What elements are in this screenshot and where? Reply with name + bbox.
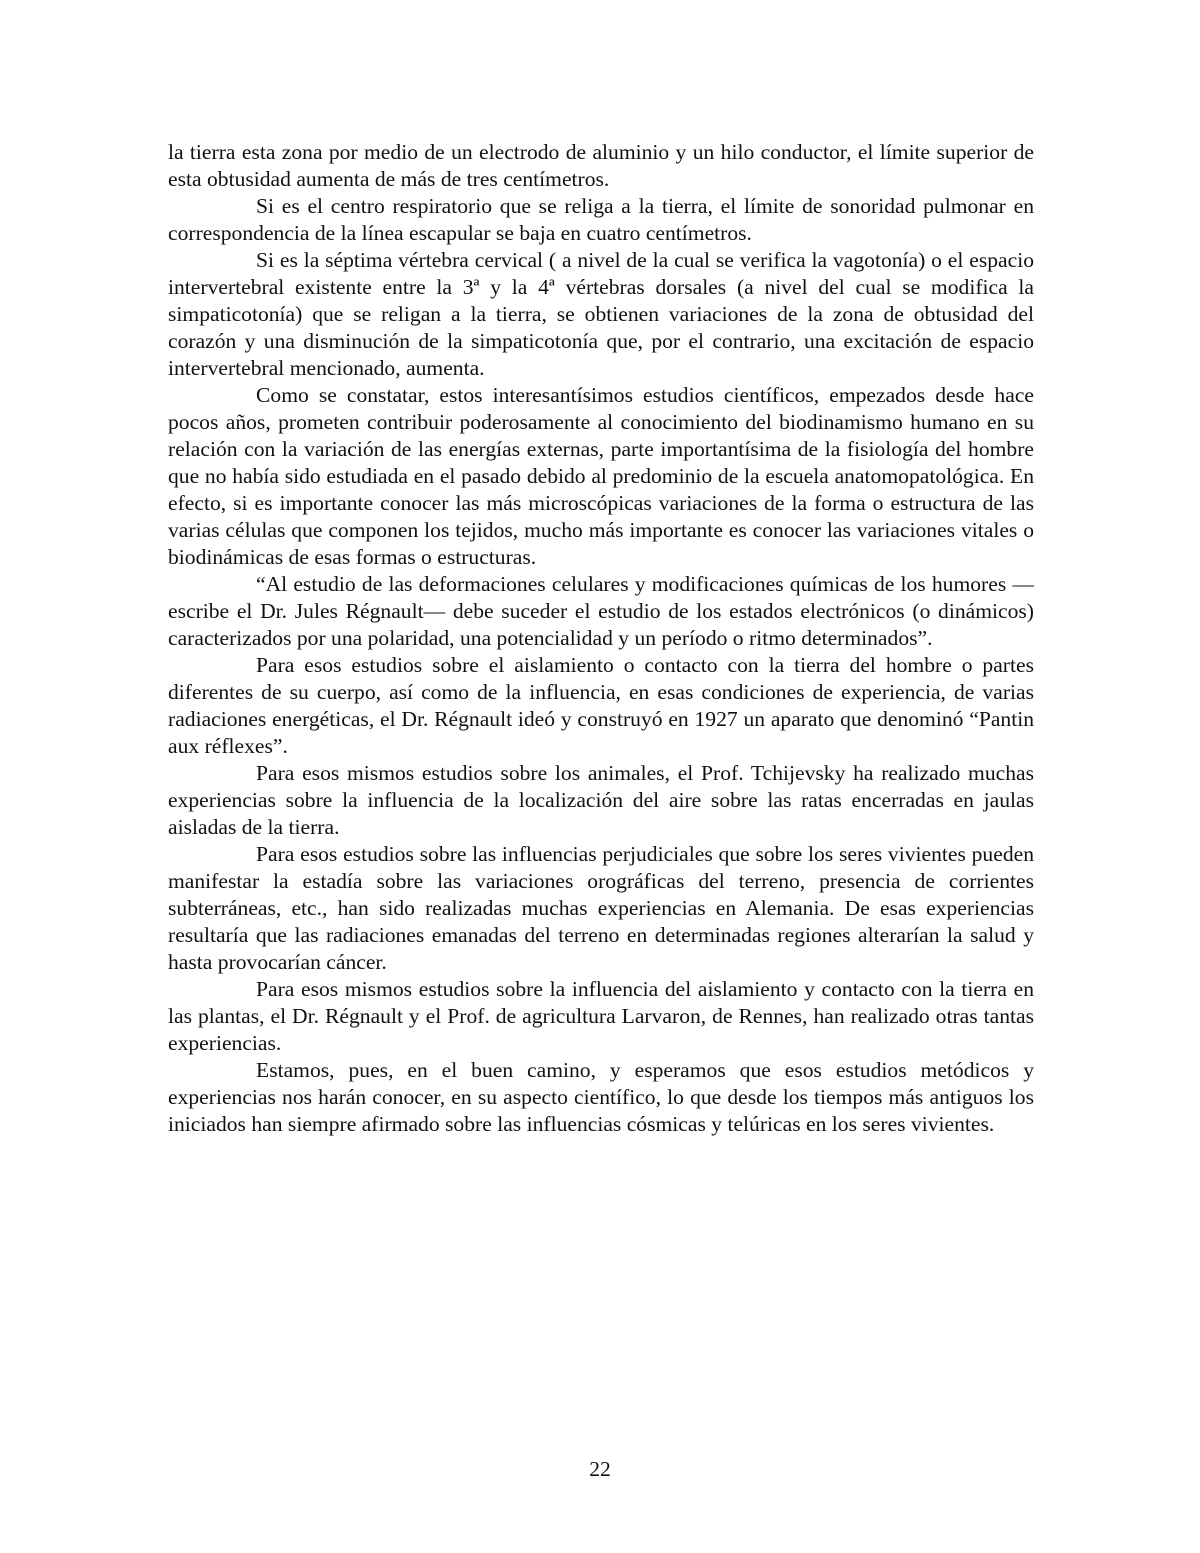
paragraph-continuation: la tierra esta zona por medio de un electrodo de aluminio y un hilo conductor, el límite superior de esta obtusidad aumenta de más de tres centímetros. (168, 140, 1034, 191)
paragraph: Como se constatar, estos interesantísimos estudios científicos, empezados desde hace pocos años, prometen contribuir poderosamente al conocimiento del biodinamismo humano en su relación con la variación de las energías externas, parte importantísima de la fisiología del hombre que no había sido estudiada en el pasado debido al predominio de la escuela anatomopatológica. En efecto, si es importante conocer las más microscópicas variaciones de la forma o estructura de las varias células que componen los tejidos, mucho más importante es conocer las variaciones vitales o biodinámicas de esas formas o estructuras. (168, 383, 1034, 569)
paragraph: Para esos estudios sobre el aislamiento o contacto con la tierra del hombre o partes diferentes de su cuerpo, así como de la influencia, en esas condiciones de experiencia, de varias radiaciones energéticas, el Dr. Régnault ideó y construyó en 1927 un aparato que denominó “Pantin aux réflexes”. (168, 653, 1034, 758)
paragraph: Si es la séptima vértebra cervical ( a nivel de la cual se verifica la vagotonía) o el espacio intervertebral existente entre la 3ª y la 4ª vértebras dorsales (a nivel del cual se modifica la simpaticotonía) que se religan a la tierra, se obtienen variaciones de la zona de obtusidad del corazón y una disminución de la simpaticotonía que, por el contrario, una excitación de espacio intervertebral mencionado, aumenta. (168, 248, 1034, 380)
paragraph: Estamos, pues, en el buen camino, y esperamos que esos estudios metódicos y experiencias nos harán conocer, en su aspecto científico, lo que desde los tiempos más antiguos los iniciados han siempre afirmado sobre las influencias cósmicas y telúricas en los seres vivientes. (168, 1058, 1034, 1136)
paragraph: Para esos mismos estudios sobre la influencia del aislamiento y contacto con la tierra en las plantas, el Dr. Régnault y el Prof. de agricultura Larvaron, de Rennes, han realizado otras tantas experiencias. (168, 977, 1034, 1055)
paragraph: Si es el centro respiratorio que se religa a la tierra, el límite de sonoridad pulmonar en correspondencia de la línea escapular se baja en cuatro centímetros. (168, 194, 1034, 245)
page-number: 22 (589, 1457, 611, 1481)
paragraph: Para esos mismos estudios sobre los animales, el Prof. Tchijevsky ha realizado muchas experiencias sobre la influencia de la localización del aire sobre las ratas encerradas en jaulas aisladas de la tierra. (168, 761, 1034, 839)
quote-paragraph: “Al estudio de las deformaciones celulares y modificaciones químicas de los humores —escribe el Dr. Jules Régnault— debe suceder el estudio de los estados electrónicos (o dinámicos) caracterizados por una polaridad, una potencialidad y un período o ritmo determinados”. (168, 572, 1034, 650)
body-text (168, 139, 1034, 1138)
paragraph: Para esos estudios sobre las influencias perjudiciales que sobre los seres vivientes pueden manifestar la estadía sobre las variaciones orográficas del terreno, presencia de corrientes subterráneas, etc., han sido realizadas muchas experiencias en Alemania. De esas experiencias resultaría que las radiaciones emanadas del terreno en determinadas regiones alterarían la salud y hasta provocarían cáncer. (168, 842, 1034, 974)
